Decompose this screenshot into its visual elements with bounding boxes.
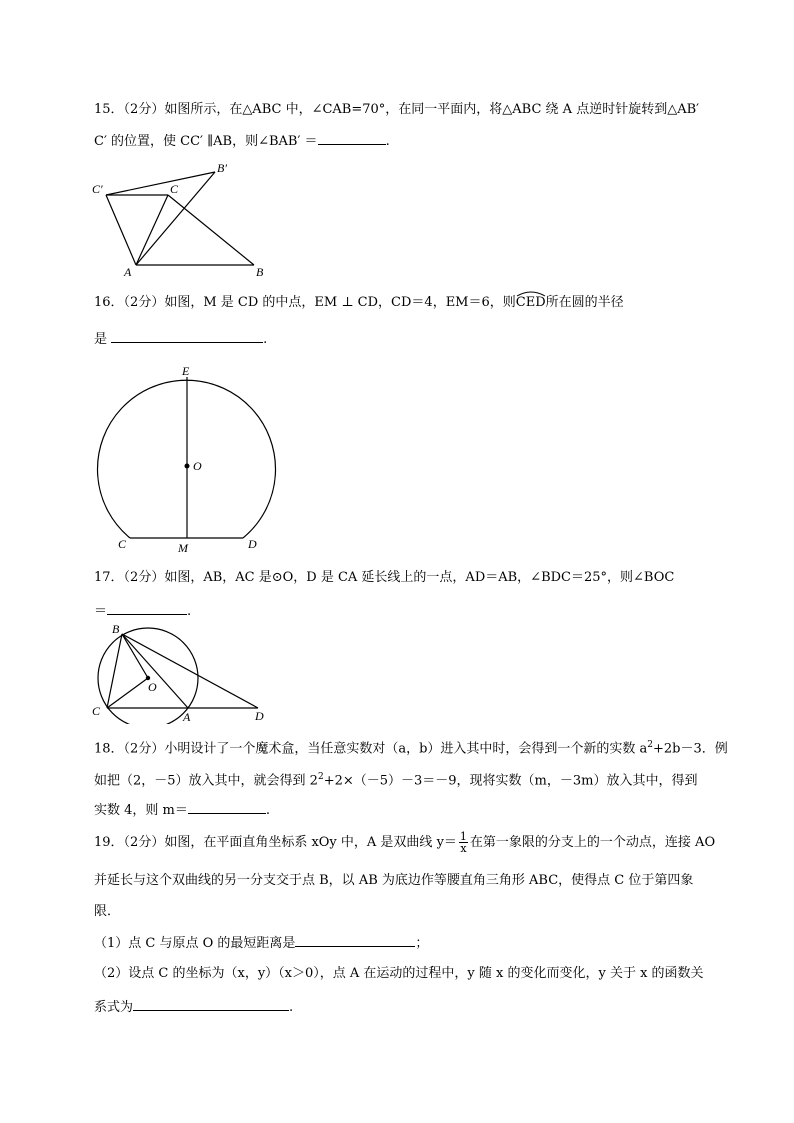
q15-answer-blank[interactable] (318, 130, 386, 145)
q15-label-c1: C′ (92, 182, 103, 196)
q19-part1: （1）点 C 与原点 O 的最短距离是 ； (94, 932, 428, 954)
q16-line2: 是 . (94, 328, 267, 350)
q15-line1: 15．（2分）如图所示，在△ABC 中，∠CAB=70°，在同一平面内，将△ABC 绕 A 点逆时针旋转到△AB′ (94, 102, 700, 117)
q19-line3: 限． (94, 904, 121, 919)
q17-label-b: B (112, 622, 120, 636)
q19-part2-answer-blank[interactable] (133, 996, 289, 1011)
q15-figure (88, 158, 278, 280)
q16-answer-blank[interactable] (111, 328, 263, 343)
q17-label-d: D (255, 709, 264, 723)
q15-label-b1: B′ (217, 161, 227, 175)
q17-label-c: C (92, 704, 101, 718)
q18-line1: 18．（2分）小明设计了一个魔术盒，当任意实数对（a，b）进入其中时，会得到一个新的实数 $a^2+2b-3$．例 (94, 740, 728, 757)
q16-label-o: O (193, 459, 202, 473)
q16-label-d: D (248, 537, 257, 551)
q19-line2: 并延长与这个双曲线的另一分支交于点 B，以 AB 为底边作等腰直角三角形 ABC，使得点 C 位于第四象 (94, 873, 694, 888)
q18-line3: 实数 4，则 m＝ . (94, 799, 270, 821)
q16-label-m: M (178, 541, 188, 555)
q18-answer-blank[interactable] (188, 799, 266, 814)
q15-label-a: A (124, 265, 132, 279)
q17-label-o: O (148, 680, 157, 694)
q16-arc-ced: CED (516, 293, 546, 313)
q15-label-c: C (170, 182, 179, 196)
q15-text: C′ 的位置，使 CC′ ∥AB，则∠BAB′ ＝ (94, 134, 318, 149)
q16-label-e: E (182, 364, 190, 378)
q16-label-c: C (118, 537, 127, 551)
q15-label-b: B (256, 265, 264, 279)
q19-fraction: $\frac{1}{x}$ (459, 830, 467, 855)
q19-line1: 19．（2分）如图，在平面直角坐标系 xOy 中，A 是双曲线 y＝ $\frac{1}{x}$ 在第一象限的分支上的一个动点，连接 AO (94, 830, 716, 855)
q15-line2: C′ 的位置，使 CC′ ∥AB，则∠BAB′ ＝ . (94, 130, 390, 152)
q17-line2: ＝ . (94, 600, 191, 622)
q16-figure (90, 360, 290, 558)
q16-line1: 16．（2分）如图，M 是 CD 的中点，EM ⊥ CD，CD＝4，EM＝6，则 CED所在圆的半径 (94, 293, 624, 313)
q17-line1: 17．（2分）如图，AB，AC 是⊙O，D 是 CA 延长线上的一点，AD＝AB，∠BDC＝25°，则∠BOC (94, 570, 675, 585)
q18-line2: 如把（2，－5）放入其中，就会得到 $2^2+2\times(-5)-3=-9$，现将实数（m，－3m）放入其中，得到 (94, 772, 698, 789)
q19-part2-line1: （2）设点 C 的坐标为（x，y）（x＞0），点 A 在运动的过程中，y 随 x 的变化而变化，y 关于 x 的函数关 (94, 966, 704, 981)
q19-part1-answer-blank[interactable] (295, 932, 415, 947)
q17-label-a: A (183, 710, 191, 724)
q17-answer-blank[interactable] (107, 600, 187, 615)
q17-figure (88, 620, 278, 724)
q19-part2-line2: 系式为 . (94, 996, 293, 1018)
